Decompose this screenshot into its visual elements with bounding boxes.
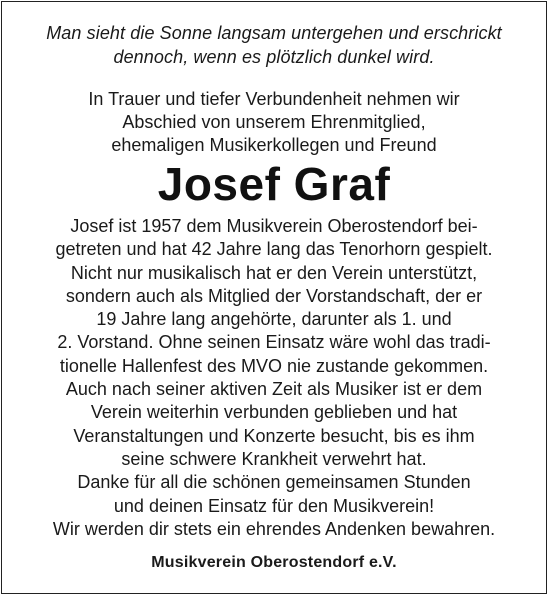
opening-quote	[0, 21, 548, 69]
body-line: 19 Jahre lang angehörte, darunter als 1. und	[96, 309, 452, 330]
body-line: Danke für all die schönen gemeinsamen Stunden	[77, 472, 471, 493]
body-line: tionelle Hallenfest des MVO nie zustande gekommen.	[59, 355, 489, 376]
deceased-name: Josef Graf	[157, 158, 391, 210]
body-line: Wir werden dir stets ein ehrendes Andenken bewahren.	[52, 518, 496, 539]
quote-line: Man sieht die Sonne langsam untergehen und erschrickt	[46, 23, 502, 43]
body-line: Josef ist 1957 dem Musikverein Oberostendorf bei-	[70, 216, 478, 236]
body-line: Auch nach seiner aktiven Zeit als Musiker ist er dem	[65, 379, 483, 400]
signature: Musikverein Oberostendorf e.V.	[151, 554, 397, 571]
body-line: und deinen Einsatz für den Musikverein!	[113, 495, 435, 516]
body-line: getreten und hat 42 Jahre lang das Tenorhorn gespielt.	[55, 239, 493, 260]
quote-line: dennoch, wenn es plötzlich dunkel wird.	[113, 47, 435, 67]
body-line: Verein weiterhin verbunden geblieben und hat	[90, 402, 458, 423]
body-line: Veranstaltungen und Konzerte besucht, bis es ihm	[73, 425, 475, 446]
body-line: 2. Vorstand. Ohne seinen Einsatz wäre wohl das tradi-	[57, 332, 491, 353]
body-line: Nicht nur musikalisch hat er den Verein unterstützt,	[70, 262, 478, 283]
body-line: seine schwere Krankheit verwehrt hat.	[121, 448, 427, 469]
intro-text	[0, 88, 548, 157]
intro-line: In Trauer und tiefer Verbundenheit nehmen wir	[88, 89, 460, 109]
intro-line: ehemaligen Musikerkollegen und Freund	[111, 135, 437, 155]
body-line: sondern auch als Mitglied der Vorstandschaft, der er	[65, 285, 483, 306]
intro-line: Abschied von unserem Ehrenmitglied,	[122, 112, 426, 132]
obituary-body	[0, 215, 548, 541]
